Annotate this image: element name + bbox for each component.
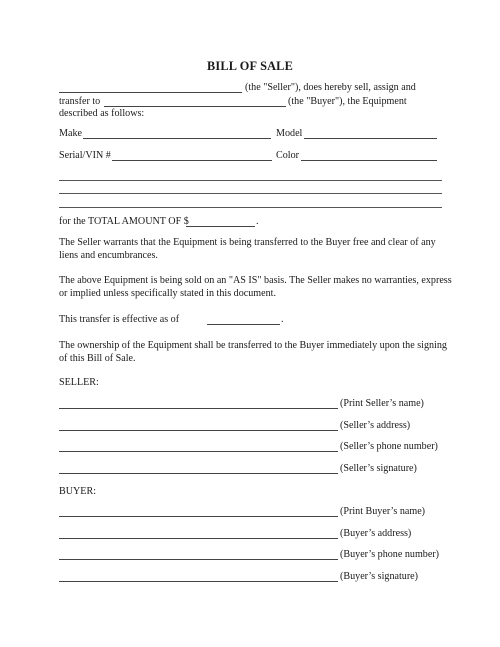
buyer-signature-label: (Buyer’s signature) (340, 571, 419, 582)
color-field[interactable] (301, 160, 437, 161)
buyer-address-label: (Buyer’s address) (340, 528, 412, 539)
total-amount-period: . (256, 216, 259, 227)
buyer-address-line[interactable] (59, 538, 338, 539)
buyer-print-name-line[interactable] (59, 516, 338, 517)
model-field[interactable] (304, 138, 437, 139)
seller-signature-label: (Seller’s signature) (340, 463, 417, 474)
description-line[interactable] (59, 180, 442, 181)
warranty-text-line-1: The Seller warrants that the Equipment is being transferred to the Buyer free and clear of any (59, 237, 436, 248)
warranty-text-line-2: liens and encumbrances. (59, 250, 158, 261)
effective-date-period: . (281, 314, 284, 325)
seller-clause-text: (the "Seller"), does hereby sell, assign and (245, 82, 416, 93)
ownership-text-line-2: of this Bill of Sale. (59, 353, 136, 364)
model-label: Model (276, 128, 303, 139)
serial-label: Serial/VIN # (59, 150, 111, 161)
serial-field[interactable] (112, 160, 272, 161)
make-field[interactable] (83, 138, 271, 139)
seller-signature-line[interactable] (59, 473, 338, 474)
effective-date-label: This transfer is effective as of (59, 314, 180, 325)
as-is-text-line-2: or implied unless specifically stated in this document. (59, 288, 276, 299)
seller-phone-line[interactable] (59, 451, 338, 452)
seller-phone-label: (Seller’s phone number) (340, 441, 438, 452)
description-line[interactable] (59, 193, 442, 194)
seller-print-name-line[interactable] (59, 408, 338, 409)
seller-name-blank[interactable] (59, 92, 242, 93)
total-amount-field[interactable] (186, 226, 255, 227)
buyer-signature-line[interactable] (59, 581, 338, 582)
buyer-name-blank[interactable] (104, 106, 286, 107)
as-is-text-line-1: The above Equipment is being sold on an "AS IS" basis. The Seller makes no warranties, express (59, 275, 452, 286)
ownership-text-line-1: The ownership of the Equipment shall be transferred to the Buyer immediately upon the signing (59, 340, 447, 351)
seller-heading: SELLER: (59, 377, 99, 388)
make-label: Make (59, 128, 82, 139)
buyer-phone-line[interactable] (59, 559, 338, 560)
described-text: described as follows: (59, 108, 145, 119)
seller-address-label: (Seller’s address) (340, 420, 411, 431)
total-amount-label: for the TOTAL AMOUNT OF $ (59, 216, 189, 227)
effective-date-field[interactable] (207, 324, 280, 325)
document-title: BILL OF SALE (206, 59, 293, 73)
description-line[interactable] (59, 207, 442, 208)
transfer-to-label: transfer to (59, 96, 101, 107)
color-label: Color (276, 150, 299, 161)
buyer-print-name-label: (Print Buyer’s name) (340, 506, 426, 517)
seller-address-line[interactable] (59, 430, 338, 431)
seller-print-name-label: (Print Seller’s name) (340, 398, 424, 409)
buyer-heading: BUYER: (59, 486, 97, 497)
buyer-clause-text: (the "Buyer"), the Equipment (288, 96, 407, 107)
buyer-phone-label: (Buyer’s phone number) (340, 549, 440, 560)
